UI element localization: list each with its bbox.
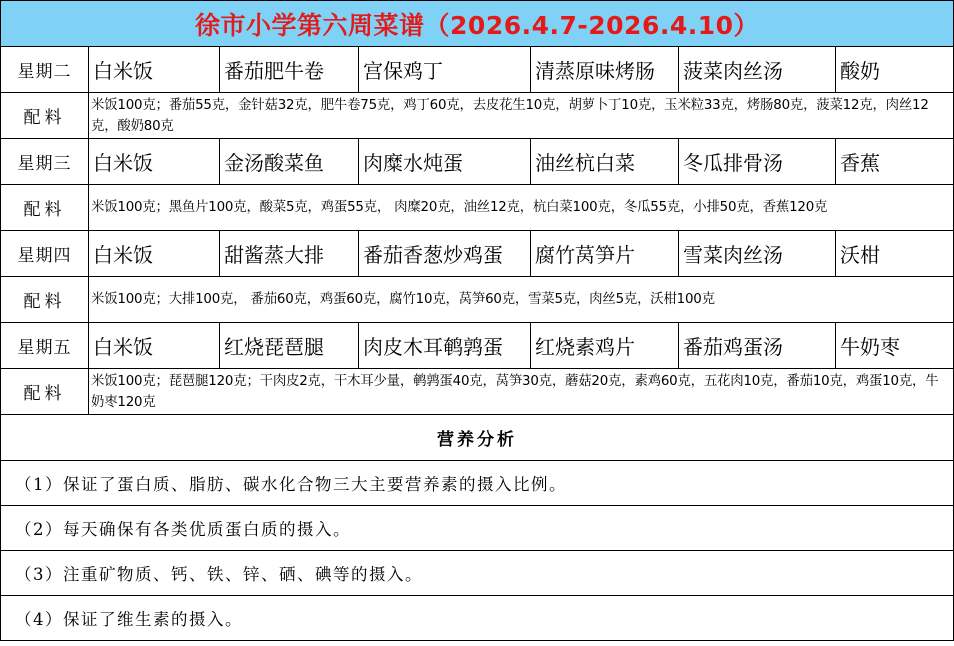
dish-staple: 白米饭 — [89, 323, 220, 369]
dish-extra: 香蕉 — [836, 139, 954, 185]
dish-row — [1, 231, 954, 277]
dish-side-2: 腐竹莴笋片 — [531, 231, 679, 277]
ingredient-row — [1, 93, 954, 139]
title-row — [1, 1, 954, 47]
dish-main: 番茄肥牛卷 — [220, 47, 359, 93]
dish-side-1: 肉皮木耳鹌鹑蛋 — [359, 323, 531, 369]
dish-side-1: 番茄香葱炒鸡蛋 — [359, 231, 531, 277]
nutrition-heading-row — [1, 415, 954, 461]
nutrition-row — [1, 461, 954, 506]
ingredient-row — [1, 369, 954, 415]
nutrition-item: （1）保证了蛋白质、脂肪、碳水化合物三大主要营养素的摄入比例。 — [1, 461, 954, 506]
nutrition-row — [1, 551, 954, 596]
dish-row — [1, 139, 954, 185]
day-label: 星期四 — [1, 231, 89, 277]
dish-side-2: 红烧素鸡片 — [531, 323, 679, 369]
dish-side-2: 清蒸原味烤肠 — [531, 47, 679, 93]
menu-title: 徐市小学第六周菜谱（2026.4.7-2026.4.10） — [1, 1, 954, 47]
ingredient-list: 米饭100克；琵琶腿120克；干肉皮2克，干木耳少量，鹌鹑蛋40克，莴笋30克，蘑菇20克，素鸡60克，五花肉10克，番茄10克，鸡蛋10克，牛奶枣120克 — [89, 369, 954, 415]
dish-extra: 沃柑 — [836, 231, 954, 277]
dish-side-1: 宫保鸡丁 — [359, 47, 531, 93]
dish-soup: 雪菜肉丝汤 — [679, 231, 836, 277]
dish-row — [1, 323, 954, 369]
dish-row — [1, 47, 954, 93]
dish-side-2: 油丝杭白菜 — [531, 139, 679, 185]
ingredient-list: 米饭100克；番茄55克，金针菇32克，肥牛卷75克，鸡丁60克，去皮花生10克，胡萝卜丁10克，玉米粒33克，烤肠80克，菠菜12克，肉丝12克，酸奶80克 — [89, 93, 954, 139]
dish-soup: 菠菜肉丝汤 — [679, 47, 836, 93]
ingredient-row — [1, 277, 954, 323]
ingredient-list: 米饭100克；大排100克， 番茄60克，鸡蛋60克，腐竹10克，莴笋60克，雪菜5克，肉丝5克，沃柑100克 — [89, 277, 954, 323]
nutrition-heading: 营养分析 — [1, 415, 954, 461]
dish-side-1: 肉糜水炖蛋 — [359, 139, 531, 185]
dish-extra: 酸奶 — [836, 47, 954, 93]
dish-staple: 白米饭 — [89, 231, 220, 277]
ingredient-label: 配料 — [1, 369, 89, 415]
day-label: 星期二 — [1, 47, 89, 93]
dish-main: 红烧琵琶腿 — [220, 323, 359, 369]
dish-staple: 白米饭 — [89, 139, 220, 185]
day-label: 星期三 — [1, 139, 89, 185]
nutrition-row — [1, 596, 954, 641]
day-label: 星期五 — [1, 323, 89, 369]
ingredient-row — [1, 185, 954, 231]
nutrition-item: （2）每天确保有各类优质蛋白质的摄入。 — [1, 506, 954, 551]
ingredient-label: 配料 — [1, 277, 89, 323]
dish-main: 金汤酸菜鱼 — [220, 139, 359, 185]
dish-soup: 番茄鸡蛋汤 — [679, 323, 836, 369]
ingredient-label: 配料 — [1, 93, 89, 139]
dish-extra: 牛奶枣 — [836, 323, 954, 369]
nutrition-item: （3）注重矿物质、钙、铁、锌、硒、碘等的摄入。 — [1, 551, 954, 596]
nutrition-row — [1, 506, 954, 551]
nutrition-item: （4）保证了维生素的摄入。 — [1, 596, 954, 641]
dish-main: 甜酱蒸大排 — [220, 231, 359, 277]
dish-staple: 白米饭 — [89, 47, 220, 93]
dish-soup: 冬瓜排骨汤 — [679, 139, 836, 185]
ingredient-list: 米饭100克；黑鱼片100克，酸菜5克，鸡蛋55克， 肉糜20克，油丝12克，杭白菜100克，冬瓜55克，小排50克，香蕉120克 — [89, 185, 954, 231]
ingredient-label: 配料 — [1, 185, 89, 231]
